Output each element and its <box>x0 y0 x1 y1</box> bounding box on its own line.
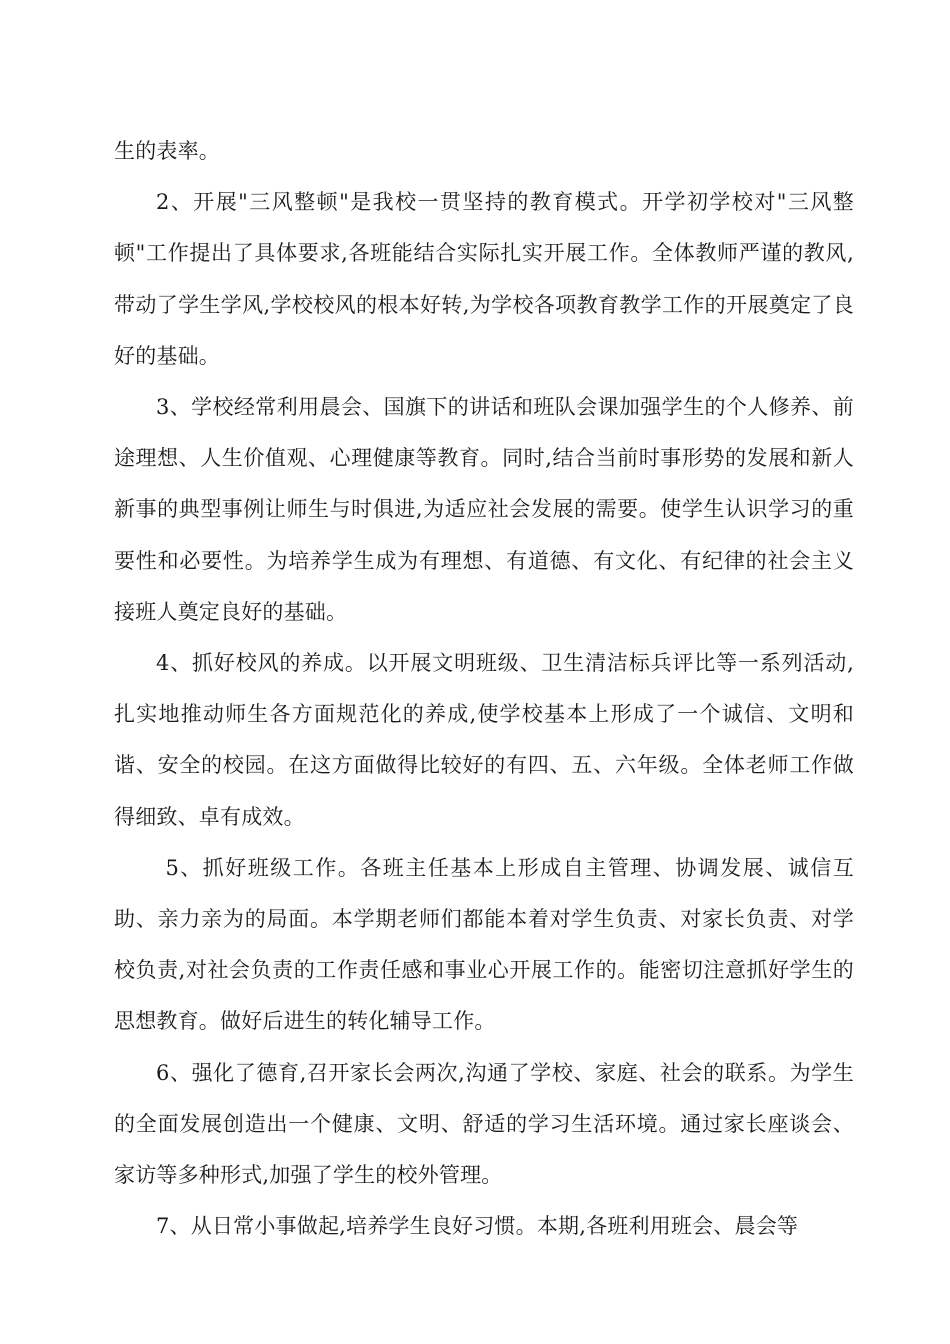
paragraph-item-3: 3、学校经常利用晨会、国旗下的讲话和班队会课加强学生的个人修养、前途理想、人生价值观、心理健康等教育。同时,结合当前时事形势的发展和新人新事的典型事例让师生与时俱进,为适应社会发展的需要。使学生认识学习的重要性和必要性。为培养学生成为有理想、有道德、有文化、有纪律的社会主义接班人奠定良好的基础。 <box>114 395 854 624</box>
paragraph-item-5: 5、抓好班级工作。各班主任基本上形成自主管理、协调发展、诚信互助、亲力亲为的局面。本学期老师们都能本着对学生负责、对家长负责、对学校负责,对社会负责的工作责任感和事业心开展工作的。能密切注意抓好学生的思想教育。做好后进生的转化辅导工作。 <box>114 855 854 1034</box>
paragraph-item-2: 2、开展"三风整顿"是我校一贯坚持的教育模式。开学初学校对"三风整顿"工作提出了具体要求,各班能结合实际扎实开展工作。全体教师严谨的教风,带动了学生学风,学校校风的根本好转,为学校各项教育教学工作的开展奠定了良好的基础。 <box>114 190 854 368</box>
paragraph-item-6: 6、强化了德育,召开家长会两次,沟通了学校、家庭、社会的联系。为学生的全面发展创造出一个健康、文明、舒适的学习生活环境。通过家长座谈会、家访等多种形式,加强了学生的校外管理。 <box>114 1060 854 1188</box>
paragraph-item-4: 4、抓好校风的养成。以开展文明班级、卫生清洁标兵评比等一系列活动,扎实地推动师生各方面规范化的养成,使学校基本上形成了一个诚信、文明和谐、安全的校园。在这方面做得比较好的有四、五、六年级。全体老师工作做得细致、卓有成效。 <box>114 651 854 829</box>
paragraph-continuation: 生的表率。 <box>114 139 220 163</box>
document-body <box>114 126 854 1252</box>
paragraph-item-7: 7、从日常小事做起,培养学生良好习惯。本期,各班利用班会、晨会等 <box>156 1214 799 1239</box>
